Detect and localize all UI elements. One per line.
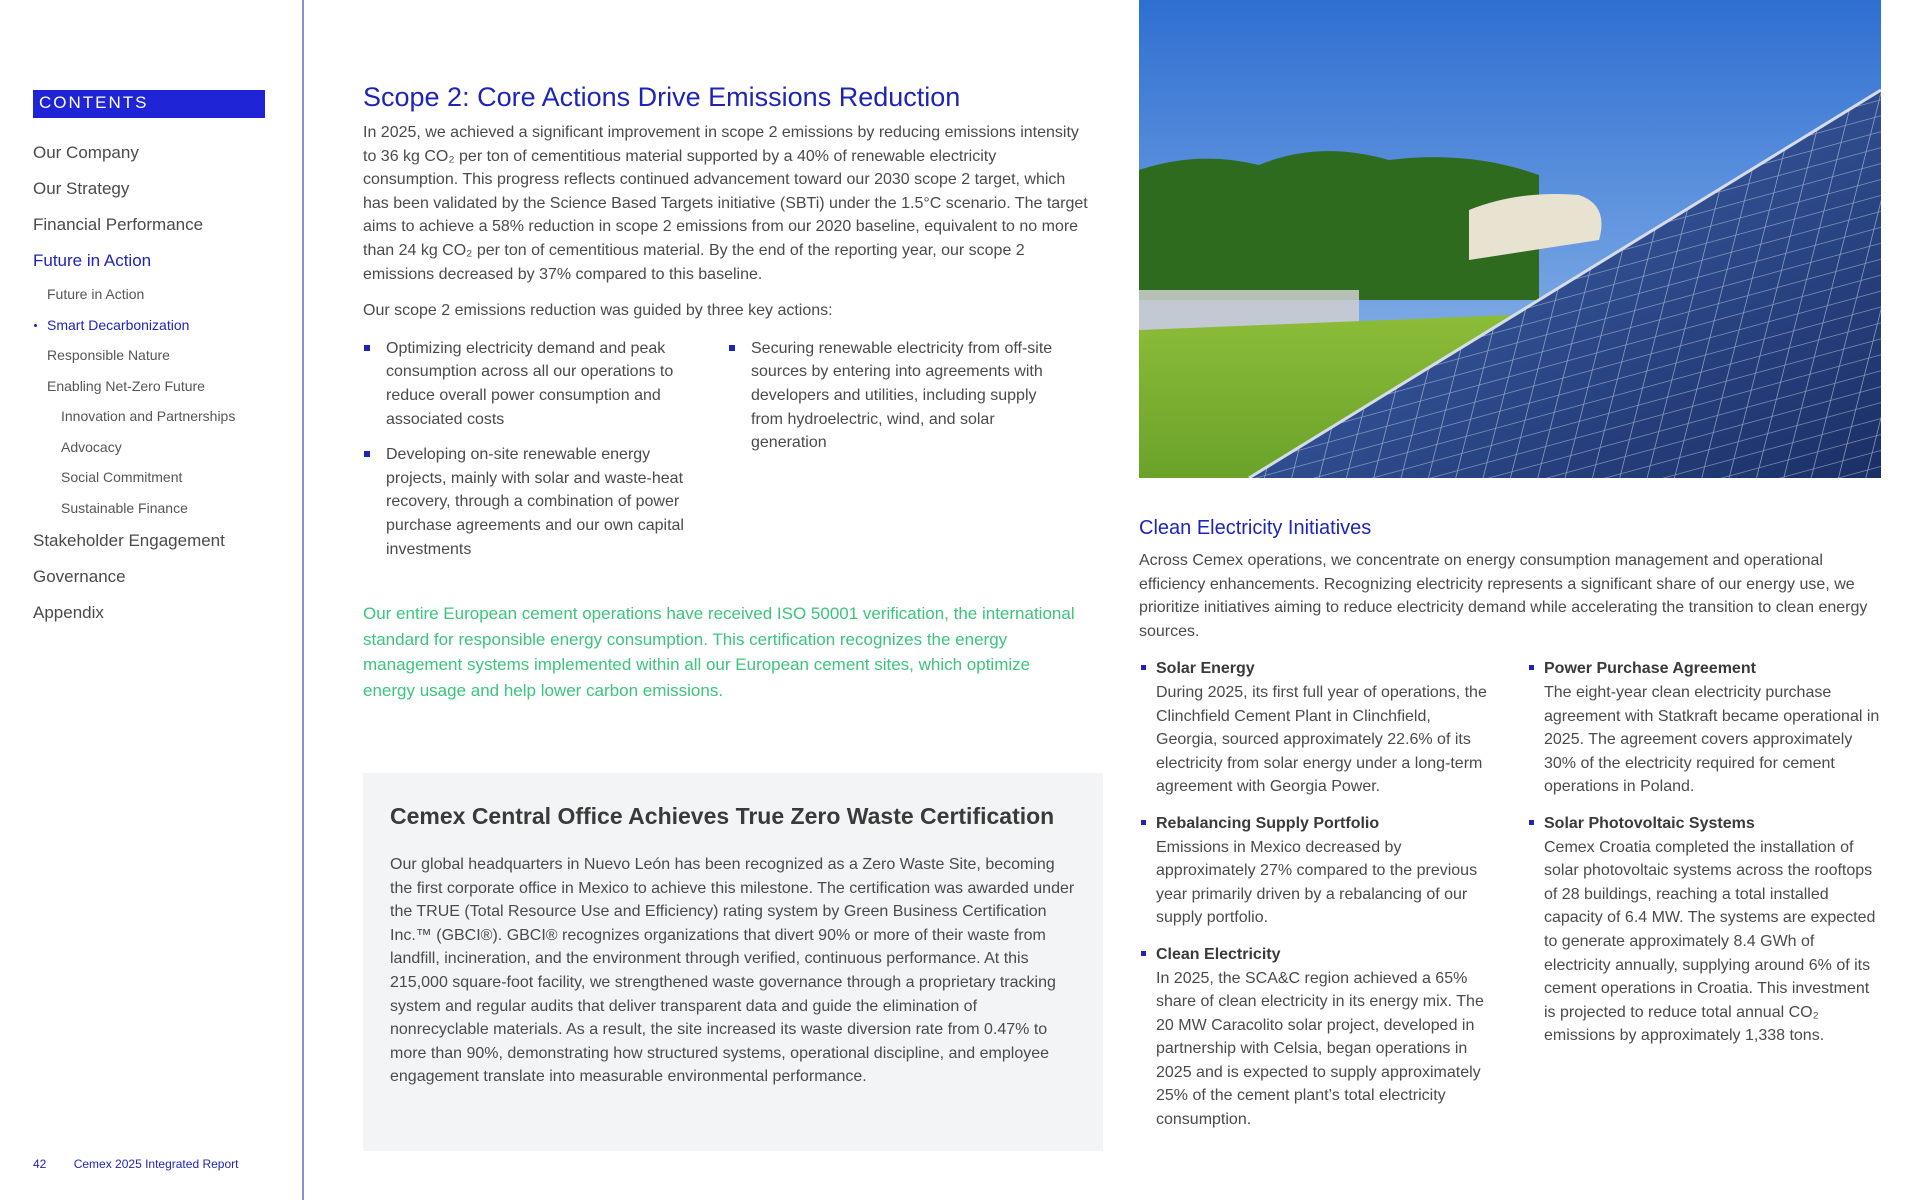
- nav-sub-social-commitment[interactable]: Social Commitment: [61, 469, 183, 485]
- nav-sub-sustainable-finance[interactable]: Sustainable Finance: [61, 499, 188, 516]
- initiative-text: Emissions in Mexico decreased by approximately 27% compared to the previous year primarily driven by a rebalancing of our supply portfolio.: [1156, 838, 1478, 927]
- actions-lead: Our scope 2 emissions reduction was guided by three key actions:: [363, 302, 833, 320]
- report-title: Cemex 2025 Integrated Report: [73, 1157, 239, 1171]
- page-title: Scope 2: Core Actions Drive Emissions Reduction: [363, 82, 961, 112]
- sidebar: [0, 0, 304, 1200]
- initiative-item: [1139, 943, 1487, 1132]
- actions-list: [363, 337, 1093, 573]
- initiative-item: [1139, 812, 1487, 930]
- initiative-heading: Power Purchase Agreement: [1544, 660, 1756, 678]
- nav-appendix[interactable]: Appendix: [33, 603, 104, 622]
- initiative-text: During 2025, its first full year of operations, the Clinchfield Cement Plant in Clinchfield, Georgia, sourced approximately 22.6% of its electricity from solar energy under a long-term agreement with Georgia Power.: [1156, 683, 1487, 796]
- action-item: Securing renewable electricity from off-site sources by entering into agreements with developers and utilities, including supply from hydroelectric, wind, and solar generation: [728, 337, 1063, 455]
- initiative-heading: Clean Electricity: [1156, 945, 1281, 963]
- initiatives-list: [1139, 657, 1881, 1144]
- nav-sub-innovation-partnerships[interactable]: Innovation and Partnerships: [61, 408, 236, 424]
- solar-panels-photo: [1139, 0, 1881, 478]
- initiative-item: [1139, 657, 1487, 799]
- page-number: 42: [33, 1157, 47, 1171]
- callout-title: Cemex Central Office Achieves True Zero Waste Certification: [390, 803, 1055, 829]
- clean-electricity-intro: Across Cemex operations, we concentrate on energy consumption management and operational efficiency enhancements. Recognizing electricity represents a significant share of our energy use, we prioritize initiatives aiming to reduce electricity demand while accelerating the transition to clean energy sources.: [1139, 552, 1868, 640]
- zero-waste-callout: [363, 773, 1103, 1151]
- initiative-text: Cemex Croatia completed the installation of solar photovoltaic systems across the rooftops of 28 buildings, reaching a total installed capacity of 6.4 MW. The systems are expected to generate approximately 8.4 GWh of electricity annually, supplying around 6% of its cement operations in Croatia. This investment is projected to reduce total annual CO₂ emissions by approximately 1,338 tons.: [1544, 838, 1876, 1045]
- page-footer: [33, 1157, 238, 1171]
- initiative-item: [1527, 657, 1881, 799]
- nav-sub-enabling-net-zero[interactable]: Enabling Net-Zero Future: [47, 377, 205, 394]
- action-item: Optimizing electricity demand and peak consumption across all our operations to reduce overall power consumption and associated costs: [363, 337, 698, 431]
- callout-body: Our global headquarters in Nuevo León has been recognized as a Zero Waste Site, becoming the first corporate office in Mexico to achieve this milestone. The certification was awarded under the TRUE (Total Resource Use and Efficiency) rating system by Green Business Certification Inc.™ (GBCI®). GBCI® recognizes organizations that divert 90% or more of their waste from landfill, incineration, and the environment through verified, continuous performance. At this 215,000 square-foot facility, we strengthened waste governance through a proprietary tracking system and regular audits that deliver transparent data and guide the elimination of nonrecyclable materials. As a result, the site increased its waste diversion rate from 0.47% to more than 90%, demonstrating how structured systems, operational discipline, and employee engagement translate into measurable environmental performance.: [390, 856, 1075, 1086]
- table-of-contents: [33, 135, 293, 631]
- nav-governance[interactable]: Governance: [33, 567, 126, 586]
- nav-our-strategy[interactable]: Our Strategy: [33, 179, 130, 198]
- scope2-intro: In 2025, we achieved a significant improvement in scope 2 emissions by reducing emissions intensity to 36 kg CO₂ per ton of cementitious material supported by a 40% of renewable electricity consumption. This progress reflects continued advancement toward our 2030 scope 2 target, which has been validated by the Science Based Targets initiative (SBTi) under the 1.5°C scenario. The target aims to achieve a 58% reduction in scope 2 emissions from our 2020 baseline, equivalent to no more than 24 kg CO₂ per ton of cementitious material. By the end of the reporting year, our scope 2 emissions decreased by 37% compared to this baseline.: [363, 124, 1088, 283]
- contents-badge[interactable]: CONTENTS: [33, 90, 265, 118]
- initiative-item: [1527, 812, 1881, 1048]
- nav-our-company[interactable]: Our Company: [33, 143, 139, 162]
- initiative-text: The eight-year clean electricity purchase agreement with Statkraft became operational in 2025. The agreement covers approximately 30% of the electricity required for cement operations in Poland.: [1544, 683, 1880, 796]
- nav-sub-responsible-nature[interactable]: Responsible Nature: [47, 347, 170, 363]
- initiative-heading: Rebalancing Supply Portfolio: [1156, 814, 1380, 832]
- initiative-text: In 2025, the SCA&C region achieved a 65% share of clean electricity in its energy mix. The 20 MW Caracolito solar project, developed in partnership with Celsia, began operations in 2025 and is expected to supply approximately 25% of the cement plant’s total electricity consumption.: [1156, 969, 1484, 1129]
- initiative-heading: Solar Energy: [1156, 660, 1255, 678]
- clean-electricity-section: [1139, 517, 1881, 1145]
- nav-sub-smart-decarbonization[interactable]: Smart Decarbonization: [33, 310, 293, 341]
- nav-future-in-action[interactable]: Future in Action: [33, 251, 152, 270]
- action-item: Developing on-site renewable energy projects, mainly with solar and waste-heat recovery, through a combination of power purchase agreements and our own capital investments: [363, 443, 698, 561]
- nav-sub-advocacy[interactable]: Advocacy: [61, 438, 122, 455]
- nav-financial-performance[interactable]: Financial Performance: [33, 215, 204, 234]
- iso-highlight: Our entire European cement operations have received ISO 50001 verification, the international standard for responsible energy consumption. This certification recognizes the energy management systems implemented within all our European cement sites, which optimize energy usage and help lower carbon emissions.: [363, 604, 1075, 700]
- nav-sub-future-in-action[interactable]: Future in Action: [47, 286, 145, 302]
- clean-electricity-title: Clean Electricity Initiatives: [1139, 517, 1372, 539]
- initiative-heading: Solar Photovoltaic Systems: [1544, 814, 1755, 832]
- nav-stakeholder-engagement[interactable]: Stakeholder Engagement: [33, 531, 225, 550]
- scope2-section: [363, 82, 1093, 703]
